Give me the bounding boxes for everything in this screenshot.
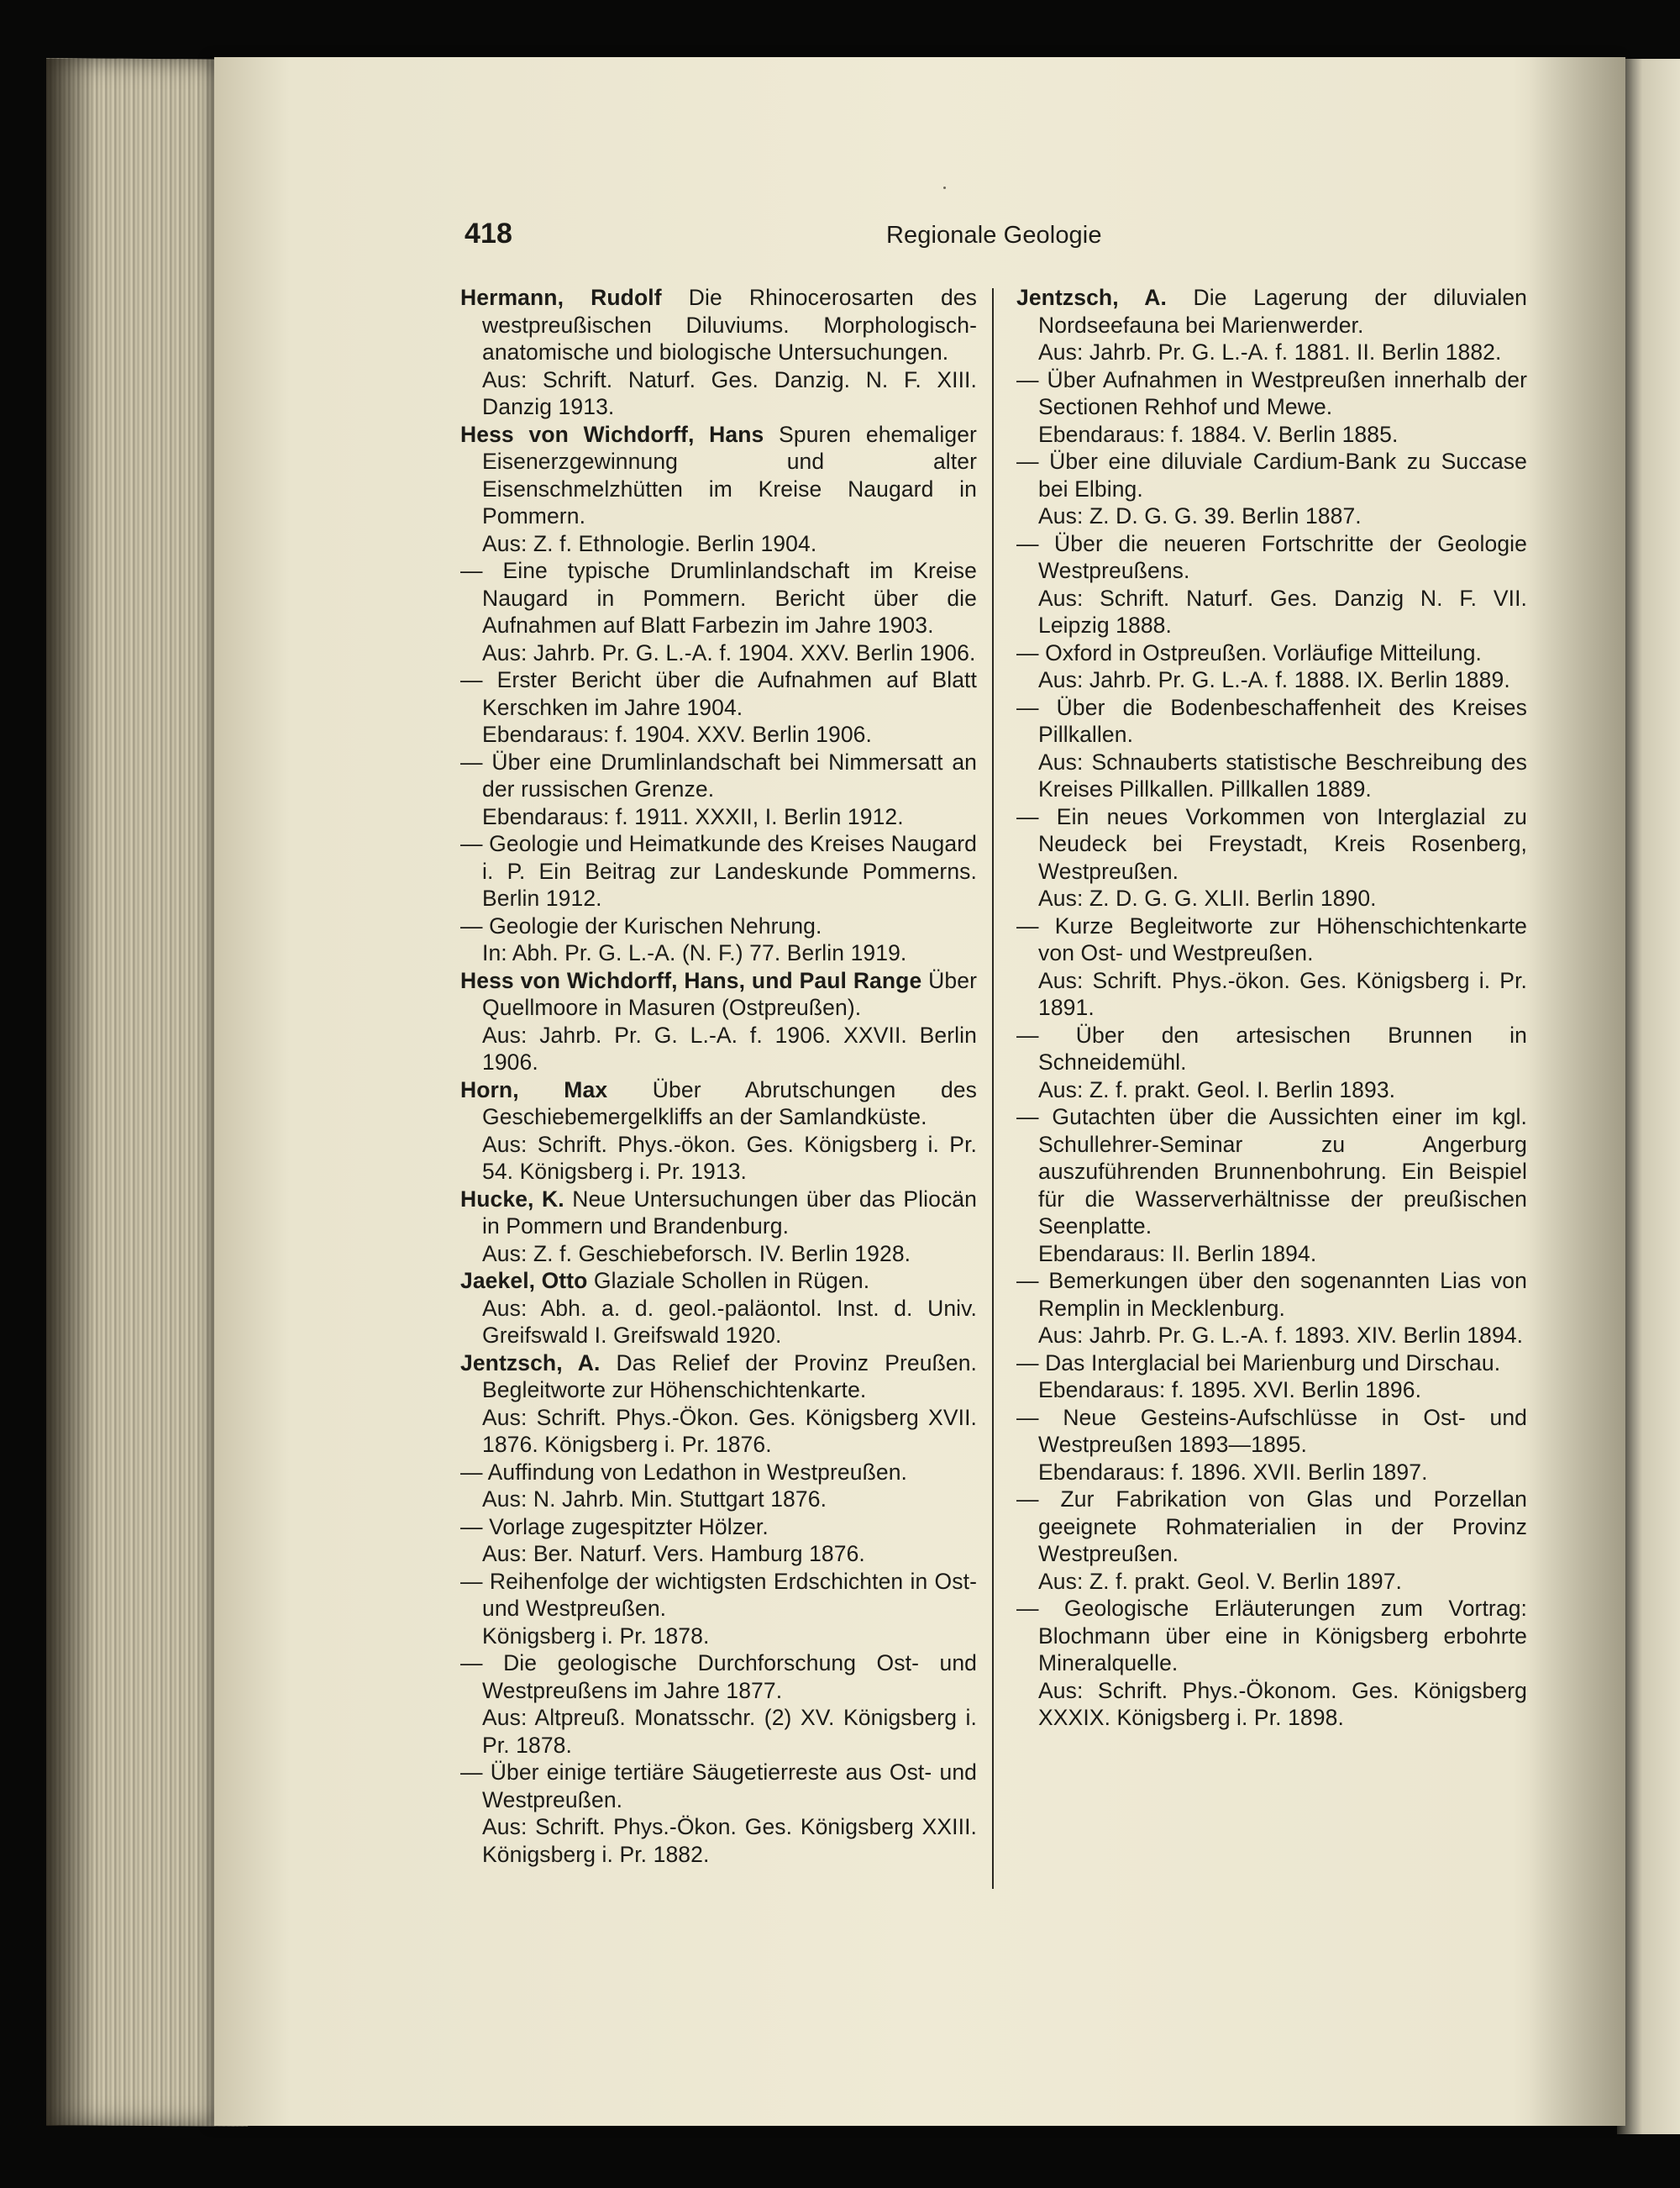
entry-source: Aus: Schrift. Naturf. Ges. Danzig. N. F. XIII. Danzig 1913.: [482, 366, 977, 419]
bibliography-entry: [1016, 366, 1527, 449]
print-speck: [943, 187, 946, 189]
entry-title: — Zur Fabrikation von Glas und Porzellan geeignete Rohmaterialien in der Provinz Westpreußen.: [1016, 1486, 1527, 1566]
entry-title: — Eine typische Drumlinlandschaft im Kreise Naugard in Pommern. Bericht über die Aufnahmen auf Blatt Farbezin im Jahre 1903.: [460, 558, 977, 638]
entry-source: Aus: Z. f. Geschiebeforsch. IV. Berlin 1928.: [482, 1240, 911, 1266]
entry-title: — Geologie der Kurischen Nehrung.: [460, 913, 822, 939]
entry-title: — Die geologische Durchforschung Ost- und Westpreußens im Jahre 1877.: [460, 1650, 977, 1703]
entry-source: Aus: Schnauberts statistische Beschreibung des Kreises Pillkallen. Pillkallen 1889.: [1038, 749, 1527, 802]
bibliography-entry: [1016, 284, 1527, 366]
bibliography-entry: [1016, 803, 1527, 913]
bibliography-entry: [460, 913, 977, 967]
bibliography-entry: [460, 1267, 977, 1349]
bibliography-entry: [1016, 448, 1527, 530]
entry-source: Aus: Altpreuß. Monatsschr. (2) XV. Königsberg i. Pr. 1878.: [482, 1705, 977, 1758]
entry-title: — Über die Bodenbeschaffenheit des Kreises Pillkallen.: [1016, 694, 1527, 747]
page-gutter-shadow: [1529, 57, 1625, 2126]
entry-source: Aus: Z. D. G. G. XLII. Berlin 1890.: [1038, 886, 1377, 911]
entry-author: Hermann, Rudolf: [460, 285, 662, 310]
entry-source: In: Abh. Pr. G. L.-A. (N. F.) 77. Berlin 1919.: [482, 940, 907, 965]
bibliography-entry: [460, 1649, 977, 1759]
entry-source: Ebendaraus: f. 1884. V. Berlin 1885.: [1038, 421, 1399, 447]
entry-title: — Über den artesischen Brunnen in Schneidemühl.: [1016, 1022, 1527, 1075]
column-divider: [992, 288, 994, 1889]
entry-title: — Reihenfolge der wichtigsten Erdschichten in Ost- und Westpreußen.: [460, 1568, 977, 1621]
entry-source: Aus: Z. D. G. G. 39. Berlin 1887.: [1038, 503, 1362, 529]
bibliography-entry: [1016, 1349, 1527, 1404]
entry-author: Jaekel, Otto: [460, 1268, 588, 1293]
bibliography-entry: [1016, 913, 1527, 1022]
page-number: 418: [465, 218, 513, 250]
entry-source: Aus: Schrift. Phys.-ökon. Ges. Königsberg i. Pr. 1891.: [1038, 967, 1527, 1020]
entry-title: Glaziale Schollen in Rügen.: [593, 1268, 870, 1293]
entry-title: Spuren ehemaliger Eisenerzgewinnung und alter Eisenschmelzhütten im Kreise Naugard in Pommern.: [482, 421, 977, 529]
bibliography-entry: [1016, 1103, 1527, 1267]
bibliography-entry: [460, 284, 977, 421]
entry-source: Aus: Abh. a. d. geol.-paläontol. Inst. d. Univ. Greifswald I. Greifswald 1920.: [482, 1295, 977, 1348]
facing-page-edge: [1617, 59, 1680, 2134]
entry-source: Aus: N. Jahrb. Min. Stuttgart 1876.: [482, 1486, 827, 1512]
bibliography-entry: [460, 1076, 977, 1186]
entry-title: — Über einige tertiäre Säugetierreste aus Ost- und Westpreußen.: [460, 1759, 977, 1812]
entry-source: Aus: Schrift. Phys.-Ökon. Ges. Königsberg XXIII. Königsberg i. Pr. 1882.: [482, 1814, 977, 1867]
bibliography-entry: [1016, 639, 1527, 694]
entry-source: Ebendaraus: II. Berlin 1894.: [1038, 1240, 1317, 1266]
entry-title: Das Relief der Provinz Preußen. Begleitworte zur Höhenschichtenkarte.: [482, 1349, 978, 1402]
entry-source: Königsberg i. Pr. 1878.: [482, 1623, 710, 1649]
entry-title: — Über eine diluviale Cardium-Bank zu Succase bei Elbing.: [1016, 449, 1527, 502]
entry-author: Horn, Max: [460, 1076, 608, 1102]
entry-title: — Über die neueren Fortschritte der Geologie Westpreußens.: [1016, 530, 1527, 583]
entry-title: — Vorlage zugespitzter Hölzer.: [460, 1513, 769, 1539]
entry-title: — Geologie und Heimatkunde des Kreises Naugard i. P. Ein Beitrag zur Landeskunde Pommerns. Berlin 1912.: [460, 831, 977, 911]
bibliography-entry: [1016, 1486, 1527, 1595]
entry-source: Aus: Z. f. prakt. Geol. I. Berlin 1893.: [1038, 1076, 1396, 1102]
bibliography-entry: [1016, 1404, 1527, 1486]
entry-author: Hucke, K.: [460, 1186, 564, 1212]
entry-title: — Bemerkungen über den sogenannten Lias von Remplin in Mecklenburg.: [1016, 1268, 1527, 1321]
entry-source: Ebendaraus: f. 1911. XXXII, I. Berlin 1912.: [482, 803, 904, 829]
bibliography-entry: [1016, 694, 1527, 803]
bibliography-entry: [1016, 1595, 1527, 1732]
entry-author: Hess von Wichdorff, Hans, und Paul Range: [460, 967, 922, 993]
entry-author: Jentzsch, A.: [1016, 285, 1167, 310]
entry-author: Jentzsch, A.: [460, 1349, 601, 1375]
entry-source: Aus: Z. f. Ethnologie. Berlin 1904.: [482, 530, 817, 556]
entry-title: Die Lagerung der diluvialen Nordseefauna bei Marienwerder.: [1038, 285, 1528, 338]
entry-title: Über Quellmoore in Masuren (Ostpreußen).: [482, 967, 977, 1020]
entry-source: Ebendaraus: f. 1896. XVII. Berlin 1897.: [1038, 1459, 1428, 1485]
entry-source: Ebendaraus: f. 1904. XXV. Berlin 1906.: [482, 722, 872, 747]
bibliography-entry: [460, 830, 977, 913]
entry-source: Aus: Schrift. Phys.-ökon. Ges. Königsberg i. Pr. 54. Königsberg i. Pr. 1913.: [482, 1131, 977, 1184]
entry-source: Aus: Jahrb. Pr. G. L.-A. f. 1904. XXV. Berlin 1906.: [482, 639, 976, 665]
bibliography-entry: [460, 1568, 977, 1650]
book-spine-shadow: [46, 59, 97, 2126]
entry-title: — Ein neues Vorkommen von Interglazial zu Neudeck bei Freystadt, Kreis Rosenberg, Westpreußen.: [1016, 803, 1527, 884]
bibliography-entry: [1016, 1267, 1527, 1349]
entry-source: Aus: Jahrb. Pr. G. L.-A. f. 1906. XXVII. Berlin 1906.: [482, 1022, 977, 1075]
entry-source: Aus: Schrift. Phys.-Ökonom. Ges. Königsberg XXXIX. Königsberg i. Pr. 1898.: [1038, 1677, 1527, 1730]
entry-source: Ebendaraus: f. 1895. XVI. Berlin 1896.: [1038, 1377, 1422, 1402]
entry-title: — Über eine Drumlinlandschaft bei Nimmersatt an der russischen Grenze.: [460, 749, 977, 802]
bibliography-entry: [460, 421, 977, 558]
entry-title: Über Abrutschungen des Geschiebemergelkliffs an der Samlandküste.: [482, 1076, 977, 1129]
bibliography-entry: [460, 1513, 977, 1568]
bibliography-entry: [460, 557, 977, 666]
bibliography-entry: [460, 967, 977, 1076]
entry-source: Aus: Ber. Naturf. Vers. Hamburg 1876.: [482, 1541, 865, 1566]
entry-title: — Kurze Begleitworte zur Höhenschichtenkarte von Ost- und Westpreußen.: [1016, 913, 1527, 965]
bibliography-column-right: [1016, 284, 1527, 1732]
entry-author: Hess von Wichdorff, Hans: [460, 421, 764, 447]
entry-title: — Gutachten über die Aussichten einer im kgl. Schullehrer-Seminar zu Angerburg auszuführenden Brunnenbohrung. Ein Beispiel für die Wasserverhältnisse der preußischen Seenplatte.: [1016, 1104, 1527, 1239]
entry-source: Aus: Jahrb. Pr. G. L.-A. f. 1893. XIV. Berlin 1894.: [1038, 1323, 1524, 1348]
entry-title: Die Rhinocerosarten des westpreußischen Diluviums. Morphologisch-anatomische und biologische Untersuchungen.: [482, 285, 977, 365]
entry-source: Aus: Schrift. Phys.-Ökon. Ges. Königsberg XVII. 1876. Königsberg i. Pr. 1876.: [482, 1404, 977, 1457]
bibliography-entry: [460, 666, 977, 749]
entry-title: — Neue Gesteins-Aufschlüsse in Ost- und Westpreußen 1893—1895.: [1016, 1404, 1527, 1457]
bibliography-entry: [1016, 1022, 1527, 1104]
bibliography-entry: [460, 749, 977, 831]
entry-source: Aus: Jahrb. Pr. G. L.-A. f. 1881. II. Berlin 1882.: [1038, 339, 1502, 365]
entry-title: — Über Aufnahmen in Westpreußen innerhalb der Sectionen Rehhof und Mewe.: [1016, 366, 1527, 419]
entry-source: Aus: Z. f. prakt. Geol. V. Berlin 1897.: [1038, 1568, 1403, 1594]
bibliography-column-left: [460, 284, 977, 1868]
entry-title: — Auffindung von Ledathon in Westpreußen.: [460, 1459, 908, 1485]
bibliography-entry: [1016, 530, 1527, 639]
entry-title: — Erster Bericht über die Aufnahmen auf Blatt Kerschken im Jahre 1904.: [460, 667, 977, 720]
running-title: Regionale Geologie: [886, 222, 1102, 249]
entry-source: Aus: Schrift. Naturf. Ges. Danzig N. F. VII. Leipzig 1888.: [1038, 585, 1527, 638]
bibliography-entry: [460, 1459, 977, 1513]
entry-title: — Das Interglacial bei Marienburg und Dirschau.: [1016, 1349, 1501, 1375]
entry-source: Aus: Jahrb. Pr. G. L.-A. f. 1888. IX. Berlin 1889.: [1038, 667, 1510, 692]
bibliography-entry: [460, 1759, 977, 1868]
bibliography-entry: [460, 1186, 977, 1268]
entry-title: Neue Untersuchungen über das Pliocän in Pommern und Brandenburg.: [482, 1186, 977, 1239]
bibliography-entry: [460, 1349, 977, 1459]
entry-title: — Geologische Erläuterungen zum Vortrag: Blochmann über eine in Königsberg erbohrte Mineralquelle.: [1016, 1596, 1527, 1675]
entry-title: — Oxford in Ostpreußen. Vorläufige Mitteilung.: [1016, 639, 1482, 665]
